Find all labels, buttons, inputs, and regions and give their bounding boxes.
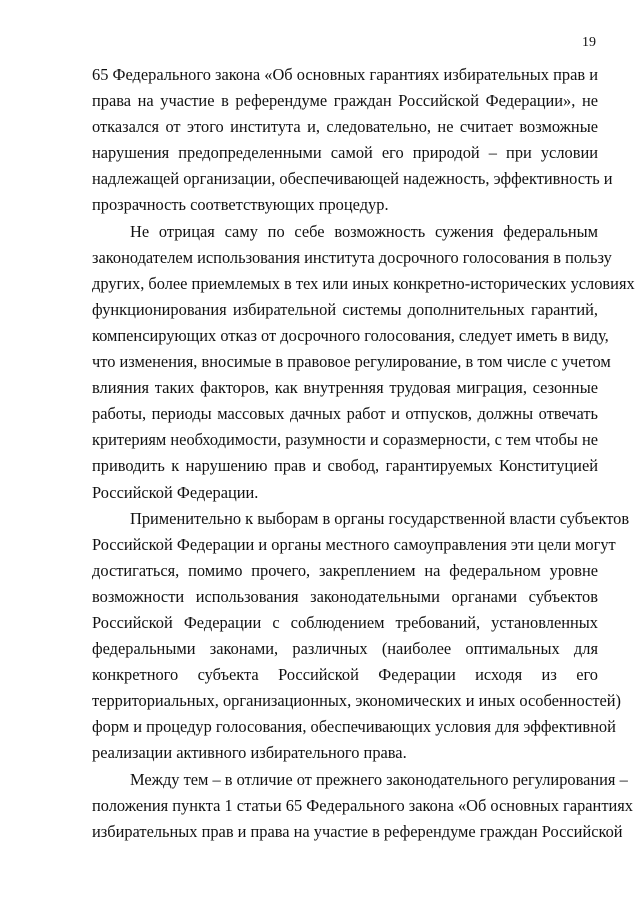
- text-line: положения пункта 1 статьи 65 Федерального закона «Об основных гарантиях: [92, 795, 634, 815]
- text-line: нарушения предопределенными самой его природой – при условии: [92, 143, 598, 163]
- text-line: территориальных, организационных, экономических и иных особенностей): [92, 691, 621, 711]
- text-line: Между тем – в отличие от прежнего законодательного регулирования –: [130, 769, 628, 789]
- text-line: права на участие в референдуме граждан Российской Федерации», не: [92, 91, 598, 111]
- text-line: законодателем использования института досрочного голосования в пользу: [92, 247, 612, 267]
- text-line: приводить к нарушению прав и свобод, гарантируемых Конституцией: [92, 456, 598, 476]
- text-line: работы, периоды массовых дачных работ и отпусков, должны отвечать: [92, 404, 598, 424]
- paragraph-4: [92, 767, 634, 845]
- text-line: конкретного субъекта Российской Федерации исходя из его: [92, 665, 598, 685]
- text-line: отказался от этого института и, следовательно, не считает возможные: [92, 117, 598, 137]
- text-line: Российской Федерации.: [92, 482, 259, 502]
- text-line: других, более приемлемых в тех или иных конкретно-исторических условиях: [92, 273, 635, 293]
- paragraph-3: [92, 506, 630, 767]
- page-number: 19: [582, 35, 596, 50]
- text-line: функционирования избирательной системы дополнительных гарантий,: [92, 299, 598, 319]
- text-line: Российской Федерации с соблюдением требований, установленных: [92, 612, 598, 632]
- text-line: федеральными законами, различных (наиболее оптимальных для: [92, 639, 598, 659]
- paragraph-1: [92, 62, 613, 219]
- text-line: прозрачность соответствующих процедур.: [92, 195, 389, 215]
- text-line: критериям необходимости, разумности и соразмерности, с тем чтобы не: [92, 430, 598, 450]
- text-line: возможности использования законодательными органами субъектов: [92, 586, 598, 606]
- text-line: 65 Федерального закона «Об основных гарантиях избирательных прав и: [92, 65, 598, 84]
- text-line: компенсирующих отказ от досрочного голосования, следует иметь в виду,: [92, 325, 609, 345]
- text-line: Не отрицая саму по себе возможность сужения федеральным: [130, 221, 598, 241]
- text-line: избирательных прав и права на участие в референдуме граждан Российской: [92, 821, 623, 841]
- paragraph-2: [92, 219, 635, 506]
- text-line: форм и процедур голосования, обеспечивающих условия для эффективной: [92, 717, 616, 737]
- text-line: Российской Федерации и органы местного самоуправления эти цели могут: [92, 534, 616, 554]
- text-line: надлежащей организации, обеспечивающей надежность, эффективность и: [92, 169, 613, 189]
- text-line: Применительно к выборам в органы государственной власти субъектов: [130, 508, 630, 528]
- text-line: реализации активного избирательного права.: [92, 743, 407, 763]
- text-line: влияния таких факторов, как внутренняя трудовая миграция, сезонные: [92, 378, 598, 398]
- text-line: что изменения, вносимые в правовое регулирование, в том числе с учетом: [92, 352, 611, 372]
- document-body: [92, 62, 635, 845]
- text-line: достигаться, помимо прочего, закреплением на федеральном уровне: [92, 560, 598, 580]
